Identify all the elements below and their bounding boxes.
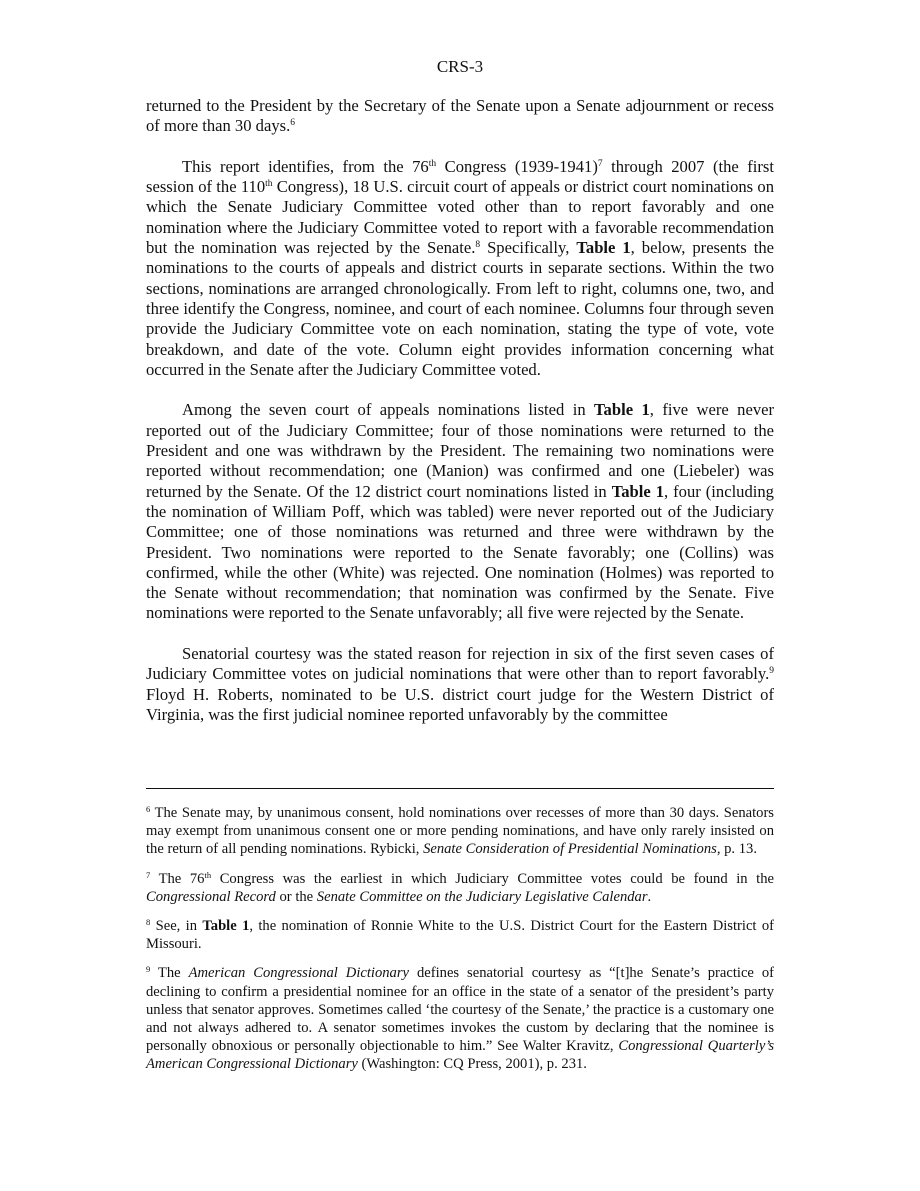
footnote-7 — [146, 870, 774, 906]
paragraph-4 — [146, 644, 774, 725]
paragraph-1-text: returned to the President by the Secretary of the Senate upon a Senate adjournment or recess of more than 30 days. — [146, 96, 774, 136]
footnote-9-text-a: The — [150, 965, 189, 982]
footnote-ref-9[interactable]: 9 — [769, 666, 774, 677]
footnote-number: 8 — [146, 917, 151, 928]
table-1-reference: Table 1 — [594, 400, 650, 420]
paragraph-2-text-c: through 2007 (the first session of the 110 — [146, 156, 774, 197]
footnote-6-text-a: The Senate may, by unanimous consent, hold nominations over recesses of more than 30 days. Senators may exempt from unanimous consent one or more pending nominations, and have only rarely insisted on the return of all pending nominations. Rybicki, — [146, 805, 774, 858]
footnote-8-text-c: , the nomination of Ronnie White to the U.S. District Court for the Eastern District of Missouri. — [146, 918, 774, 953]
footnote-separator — [146, 788, 774, 789]
footnote-number: 6 — [146, 804, 151, 814]
paragraph-2-text-a: This report identifies, from the 76 — [182, 156, 429, 176]
table-1-reference: Table 1 — [611, 481, 665, 501]
body-text — [146, 96, 774, 746]
footnote-number: 9 — [146, 964, 151, 975]
footnote-7-text-b: Congress was the earliest in which Judiciary Committee votes could be found in the — [211, 870, 774, 887]
footnote-9-text-e: (Washington: CQ Press, 2001), p. 231. — [357, 1056, 587, 1073]
citation-title: Senate Committee on the Judiciary Legislative Calendar — [316, 888, 648, 905]
paragraph-2 — [146, 157, 774, 380]
citation-title: Congressional Record — [146, 888, 276, 905]
ordinal-suffix: th — [428, 158, 437, 169]
paragraph-3-text-e: , four (including the nomination of William Poff, which was tabled) were never reported out of the Judiciary Committee; one of those nominations was returned and three were withdrawn by the President. Two nominations were reported to the Senate favorably; one (Collins) was confirmed, while the other (White) was rejected. One nomination (Holmes) was reported to the Senate without recommendation; that nomination was confirmed by the Senate. Five nominations were reported to the Senate unfavorably; all five were rejected by the Senate. — [146, 481, 774, 623]
paragraph-2-text-e: Specifically, — [480, 238, 577, 258]
citation-title: Congressional Quarterly’s American Congressional Dictionary — [146, 1038, 774, 1073]
citation-title: Senate Consideration of Presidential Nominations — [423, 841, 717, 858]
citation-title: American Congressional Dictionary — [188, 965, 410, 982]
paragraph-2-text-g: , below, presents the nominations to the courts of appeals and district courts in separate sections. Within the two sections, nominations are arranged chronologically. From left to right, columns one, two, and three identify the Congress, nominee, and court of each nominee. Columns four through seven provide the Judiciary Committee vote on each nomination, stating the type of vote, vote breakdown, and date of the vote. Column eight provides information concerning what occurred in the Senate after the Judiciary Committee voted. — [146, 238, 774, 379]
paragraph-2-text-b: Congress (1939-1941) — [436, 156, 598, 176]
footnote-6-text-c: , p. 13. — [716, 841, 757, 858]
footnote-ref-7[interactable]: 7 — [597, 158, 603, 169]
footnote-number: 7 — [146, 869, 151, 880]
paragraph-3-text-a: Among the seven court of appeals nominations listed in — [182, 400, 595, 420]
ordinal-suffix: th — [204, 869, 212, 880]
footnote-7-text-f: . — [647, 888, 652, 905]
paragraph-4-text-a: Senatorial courtesy was the stated reason for rejection in six of the first seven cases of Judiciary Committee votes on judicial nominations that were other than to report favorably. — [146, 644, 774, 684]
table-1-reference: Table 1 — [576, 238, 631, 258]
ordinal-suffix: th — [265, 179, 273, 190]
footnote-7-text-d: or the — [275, 888, 317, 905]
footnote-6 — [146, 804, 774, 859]
paragraph-2-text-d: Congress), 18 U.S. circuit court of appeals or district court nominations on which the Senate Judiciary Committee voted other than to report favorably and one nomination where the Judiciary Committee voted to report with a favorable recommendation but the nomination was rejected by the Senate. — [146, 177, 774, 258]
footnote-7-text-a: The 76 — [150, 870, 205, 887]
footnote-8-text-a: See, in — [150, 918, 203, 935]
footnote-9 — [146, 964, 774, 1073]
paragraph-3 — [146, 400, 774, 623]
footnote-ref-6[interactable]: 6 — [290, 118, 295, 129]
footnote-ref-8[interactable]: 8 — [475, 240, 481, 251]
footnotes-section — [146, 804, 774, 1085]
paragraph-1 — [146, 96, 774, 137]
paragraph-4-text-b: Floyd H. Roberts, nominated to be U.S. district court judge for the Western District of Virginia, was the first judicial nominee reported unfavorably by the committee — [146, 684, 774, 724]
footnote-8 — [146, 917, 774, 953]
page-number-header: CRS-3 — [436, 57, 484, 76]
table-1-reference: Table 1 — [202, 918, 250, 935]
footnote-9-text-c: defines senatorial courtesy as “[t]he Senate’s practice of declining to confirm a presidential nominee for an office in the state of a senator of the president’s party unless that senator approves. Sometimes called ‘the courtesy of the Senate,’ the practice is a customary one and not always adhered to. A senator sometimes invokes the custom by declaring that the nominee is personally obnoxious or personally objectionable to him.” See Walter Kravitz, — [146, 965, 774, 1055]
paragraph-3-text-c: , five were never reported out of the Judiciary Committee; four of those nominations were returned to the President and one was withdrawn by the President. The remaining two nominations were reported without recommendation; one (Manion) was confirmed and one (Liebeler) was returned by the Senate. Of the 12 district court nominations listed in — [146, 400, 775, 501]
